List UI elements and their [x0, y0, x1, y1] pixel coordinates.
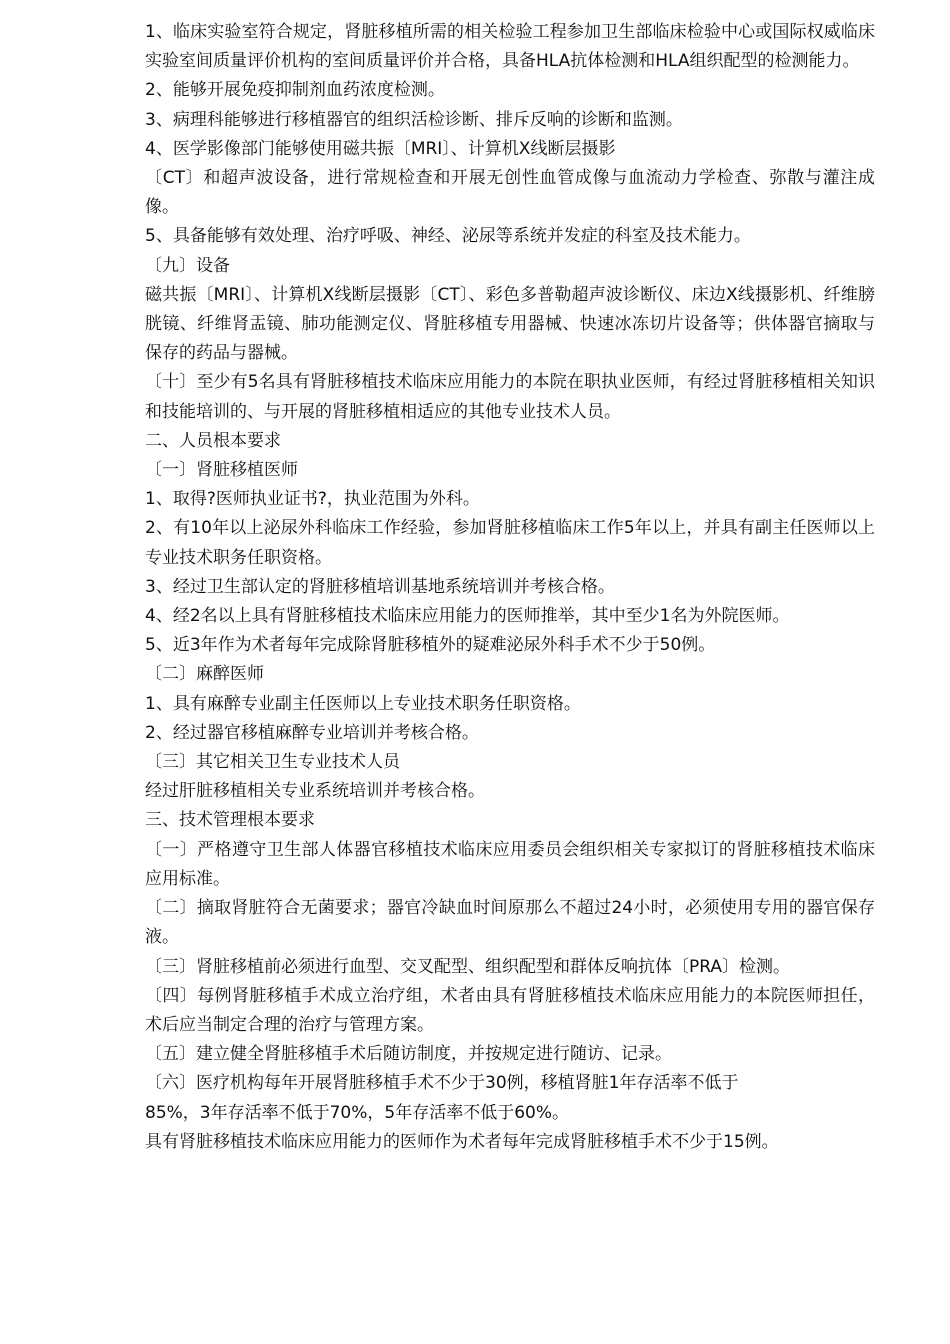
paragraph-institution-volume: 〔六〕医疗机构每年开展肾脏移植手术不少于30例，移植肾脏1年存活率不低于 [145, 1073, 739, 1094]
paragraph-drug-level: 2、能够开展免疫抑制剂血药浓度检测。 [145, 80, 445, 101]
paragraph-recommendation: 4、经2名以上具有肾脏移植技术临床应用能力的医师推举，其中至少1名为外院医师。 [145, 606, 790, 627]
paragraph-harvesting: 〔二〕摘取肾脏符合无菌要求；器官冷缺血时间原那么不超过24小时，必须使用专用的器官保存液。 [145, 898, 875, 948]
section-heading-management: 三、技术管理根本要求 [145, 810, 315, 831]
paragraph-other-staff-training: 经过肝脏移植相关专业系统培训并考核合格。 [145, 781, 485, 802]
paragraph-surgery-count: 5、近3年作为术者每年完成除肾脏移植外的疑难泌尿外科手术不少于50例。 [145, 635, 716, 656]
subheading-transplant-physician: 〔一〕肾脏移植医师 [145, 460, 298, 481]
paragraph-follow-up: 〔五〕建立健全肾脏移植手术后随访制度，并按规定进行随访、记录。 [145, 1044, 672, 1065]
section-heading-personnel: 二、人员根本要求 [145, 430, 281, 451]
paragraph-imaging-continued: 〔CT〕和超声波设备，进行常规检查和开展无创性血管成像与血流动力学检查、弥散与灌注成像。 [145, 168, 875, 218]
section-heading-equipment: 〔九〕设备 [145, 255, 230, 276]
paragraph-anesthesia-title: 1、具有麻醉专业副主任医师以上专业技术职务任职资格。 [145, 693, 581, 714]
paragraph-standards: 〔一〕严格遵守卫生部人体器官移植技术临床应用委员会组织相关专家拟订的肾脏移植技术临床应用标准。 [145, 839, 875, 889]
paragraph-pathology: 3、病理科能够进行移植器官的组织活检诊断、排斥反响的诊断和监测。 [145, 109, 683, 130]
subheading-anesthesiologist: 〔二〕麻醉医师 [145, 664, 264, 685]
paragraph-treatment-team: 〔四〕每例肾脏移植手术成立治疗组，术者由具有肾脏移植技术临床应用能力的本院医师担任，术后应当制定合理的治疗与管理方案。 [145, 985, 875, 1035]
paragraph-imaging: 4、医学影像部门能够使用磁共振〔MRI〕、计算机X线断层摄影 [145, 138, 616, 159]
paragraph-anesthesia-training: 2、经过器官移植麻醉专业培训并考核合格。 [145, 722, 479, 743]
paragraph-lab-requirements: 1、临床实验室符合规定，肾脏移植所需的相关检验工程参加卫生部临床检验中心或国际权威临床实验室间质量评价机构的室间质量评价并合格，具备HLA抗体检测和HLA组织配型的检测能力。 [145, 22, 875, 72]
paragraph-complications: 5、具备能够有效处理、治疗呼吸、神经、泌尿等系统并发症的科室及技术能力。 [145, 226, 751, 247]
document-page [145, 18, 875, 1157]
paragraph-surgeon-volume: 具有肾脏移植技术临床应用能力的医师作为术者每年完成肾脏移植手术不少于15例。 [145, 1131, 779, 1152]
paragraph-training: 3、经过卫生部认定的肾脏移植培训基地系统培训并考核合格。 [145, 576, 615, 597]
paragraph-pre-transplant-tests: 〔三〕肾脏移植前必须进行血型、交叉配型、组织配型和群体反响抗体〔PRA〕检测。 [145, 956, 791, 977]
paragraph-license: 1、取得?医师执业证书?，执业范围为外科。 [145, 489, 480, 510]
paragraph-survival-rates: 85%，3年存活率不低于70%，5年存活率不低于60%。 [145, 1102, 569, 1123]
paragraph-equipment-list: 磁共振〔MRI〕、计算机X线断层摄影〔CT〕、彩色多普勒超声波诊断仪、床边X线摄影机、纤维膀胱镜、纤维肾盂镜、肺功能测定仪、肾脏移植专用器械、快速冰冻切片设备等；供体器官摘取与保存的药品与器械。 [145, 284, 875, 364]
paragraph-experience: 2、有10年以上泌尿外科临床工作经验，参加肾脏移植临床工作5年以上，并具有副主任医师以上专业技术职务任职资格。 [145, 518, 875, 568]
subheading-other-staff: 〔三〕其它相关卫生专业技术人员 [145, 752, 400, 773]
paragraph-physician-count: 〔十〕至少有5名具有肾脏移植技术临床应用能力的本院在职执业医师，有经过肾脏移植相关知识和技能培训的、与开展的肾脏移植相适应的其他专业技术人员。 [145, 372, 875, 422]
